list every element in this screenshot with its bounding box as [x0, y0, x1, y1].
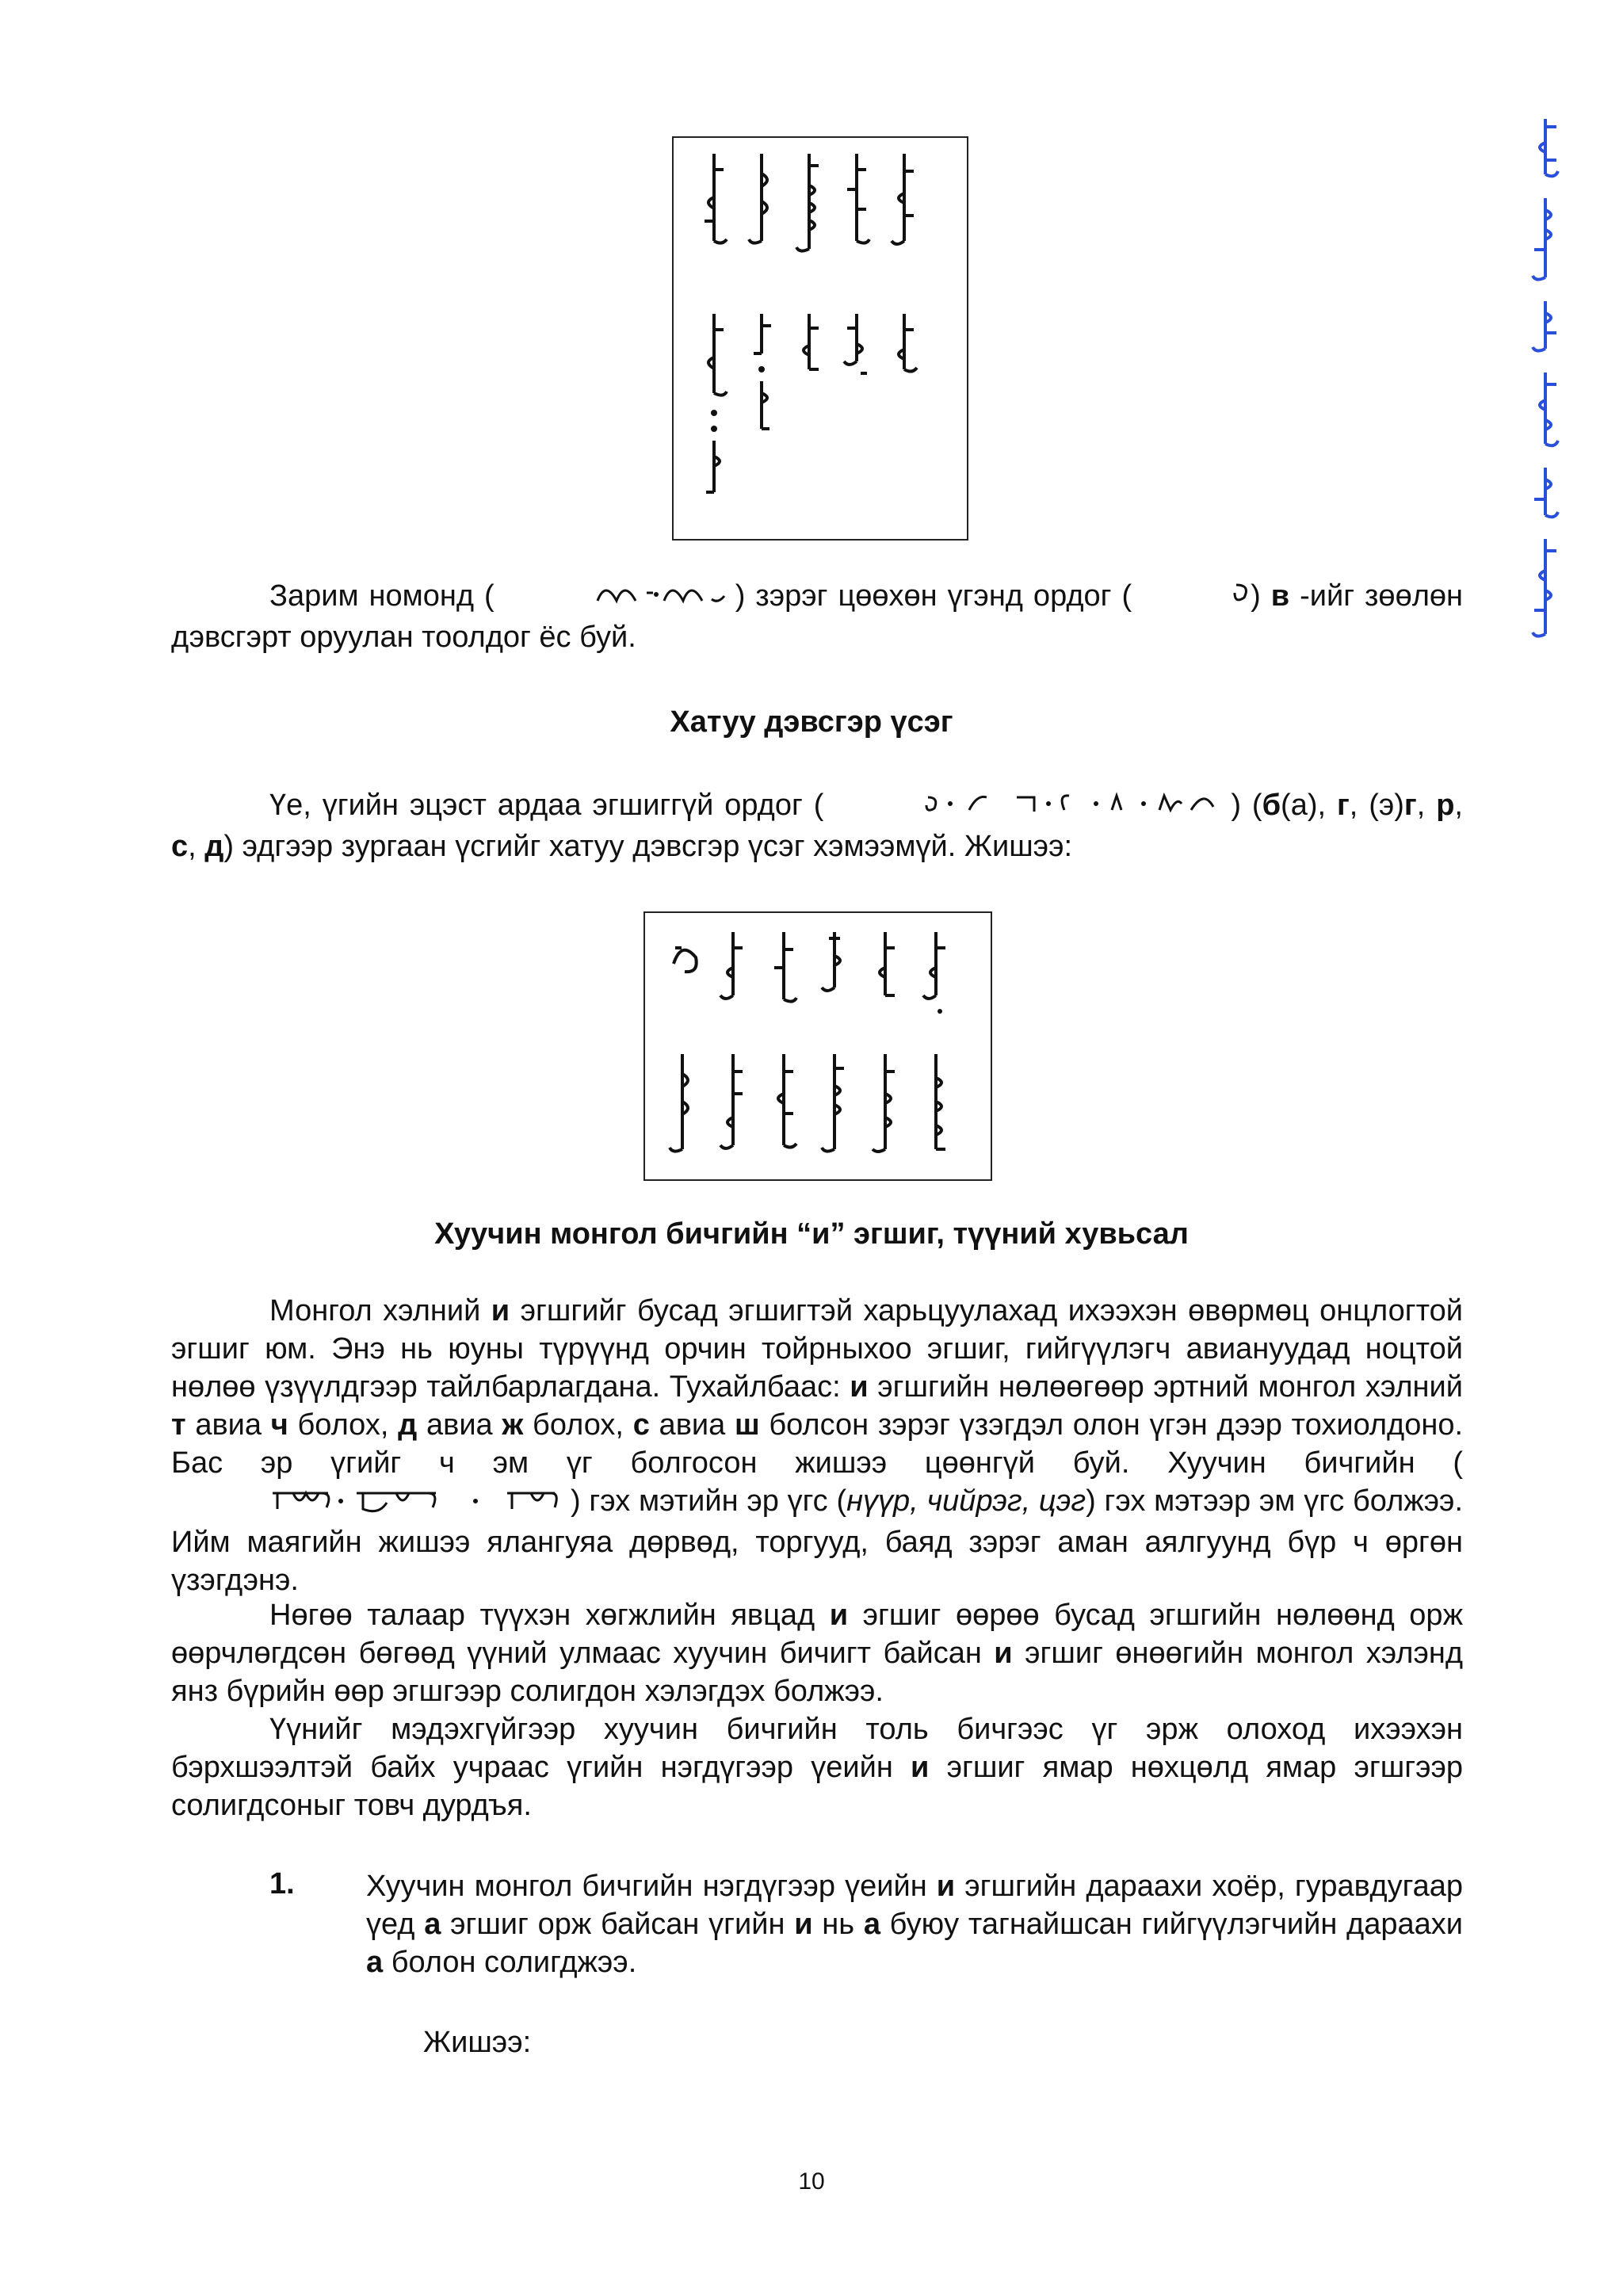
text-run: эгшиг орж байсан үгийн — [441, 1908, 795, 1941]
text-run: ) гэх мэтээр эм үгс болжээ. Ийм маягийн жишээ ялангуяа дөрвөд, торгууд, баяд зэрэг аман аялгуунд бүр ч өргөн үзэгдэнэ. — [171, 1484, 1464, 1597]
mongolian-word-glyph — [720, 1054, 747, 1157]
text-run: нь — [812, 1908, 864, 1941]
script-example-box-1 — [672, 136, 968, 541]
text-run: Монгол хэлний — [269, 1294, 491, 1328]
paragraph-1 — [171, 577, 1463, 656]
mongolian-word-glyph — [701, 154, 727, 257]
list-item-1 — [366, 1867, 1463, 1981]
text-run: ) гэх мэтийн эр үгс ( — [571, 1484, 847, 1519]
bold-letter: и — [994, 1637, 1013, 1670]
script-row — [669, 932, 949, 1019]
page-number: 10 — [798, 2168, 825, 2195]
mongolian-word-glyph — [796, 314, 823, 496]
mongolian-word-glyph — [922, 932, 949, 1019]
mongolian-word-glyph — [843, 314, 870, 496]
text-run: болох, — [523, 1408, 633, 1442]
mongolian-word-glyph — [922, 1054, 949, 1157]
bold-letter: ж — [502, 1408, 524, 1442]
mongolian-word-glyph — [821, 932, 848, 1019]
mongolian-word-glyph — [770, 1054, 797, 1157]
text-run: -ийг зөөлөн дэвсгэрт оруулан тоолдог ёс буй. — [171, 579, 1463, 654]
bold-letter: ш — [734, 1408, 760, 1442]
text-run: , — [1454, 789, 1463, 823]
bold-letter: с — [171, 830, 189, 863]
text-run: эгшиг ямар нөхцөлд ямар эгшгээр солигдсоныг товч дурдъя. — [171, 1751, 1464, 1822]
script-row — [701, 154, 918, 257]
example-label: Жишээ: — [423, 2026, 532, 2059]
mongolian-word-glyph — [872, 1054, 899, 1157]
text-run: ) зэрэг цөөхөн үгэнд ордог ( — [735, 579, 1132, 613]
text-run: Хуучин монгол бичгийн нэгдүгээр үеийн — [366, 1870, 937, 1903]
text-run: эгшгийн нөлөөгөөр эртний монгол хэлний — [868, 1370, 1463, 1404]
mongolian-inline-script — [171, 1482, 571, 1523]
mongolian-inline-script — [823, 786, 1231, 827]
text-run: эгшгийн дараахи хоёр, гуравдугаар үед — [366, 1870, 1463, 1941]
bold-letter: д — [204, 830, 224, 863]
mongolian-vertical-title-icon — [1522, 119, 1569, 642]
bold-letter: и — [936, 1870, 956, 1903]
italic-examples: нүүр, чийрэг, цэг — [846, 1484, 1086, 1519]
paragraph-4 — [171, 1596, 1463, 1710]
paragraph-5 — [171, 1710, 1463, 1824]
text-run: Зарим номонд ( — [269, 579, 495, 613]
mongolian-word-glyph — [770, 932, 797, 1019]
text-run: авиа — [417, 1408, 502, 1442]
text-run: болон солигджээ. — [383, 1946, 637, 1979]
mongolian-word-glyph — [891, 314, 918, 496]
section-heading-hard-final-letters: Хатуу дэвсгэр үсэг — [670, 705, 953, 739]
text-run: ) ( — [1231, 789, 1262, 823]
bold-letter: д — [398, 1408, 418, 1442]
mongolian-word-glyph — [701, 314, 727, 496]
bold-letter: т — [171, 1408, 186, 1442]
script-row — [701, 314, 918, 496]
bold-letter: с — [632, 1408, 650, 1442]
bold-letter: в — [1270, 579, 1290, 613]
script-row — [669, 1054, 949, 1157]
mongolian-inline-script — [495, 577, 735, 618]
text-run: эгшиг өөрөө бусад эгшгийн нөлөөнд орж өөрчлөгдсөн бөгөөд үүний улмаас хуучин бичигт байсан — [171, 1599, 1463, 1670]
bold-letter: а — [424, 1908, 441, 1941]
bold-letter: ч — [270, 1408, 288, 1442]
section-heading-old-script-i-vowel: Хуучин монгол бичгийн “и” эгшиг, түүний хувьсал — [434, 1217, 1189, 1251]
mongolian-word-glyph — [843, 154, 870, 257]
bold-letter: а — [863, 1908, 880, 1941]
bold-letter: и — [491, 1294, 510, 1328]
mongolian-inline-script — [1132, 577, 1251, 618]
mongolian-word-glyph — [872, 932, 899, 1019]
text-run: Нөгөө талаар түүхэн хөгжлийн явцад — [269, 1599, 830, 1632]
mongolian-word-glyph — [748, 314, 775, 496]
mongolian-word-glyph — [669, 1054, 696, 1157]
paragraph-2 — [171, 786, 1463, 865]
bold-letter: г — [1336, 789, 1350, 823]
bold-letter: р — [1436, 789, 1455, 823]
script-example-box-2 — [643, 911, 992, 1181]
text-run: авиа — [185, 1408, 271, 1442]
text-run: болсон зэрэг үзэгдэл олон үгэн дээр тохиолдоно. Бас эр үгийг ч эм үг болгосон жишээ цөөнгүй буй. Хуучин бичгийн ( — [171, 1408, 1464, 1480]
text-run: ) эдгээр зургаан үсгийг хатуу дэвсгэр үсэг хэмээмүй. Жишээ: — [223, 830, 1073, 863]
mongolian-word-glyph — [748, 154, 775, 257]
bold-letter: и — [829, 1599, 849, 1632]
bold-letter: б — [1262, 789, 1281, 823]
paragraph-3 — [171, 1292, 1463, 1599]
mongolian-word-glyph — [796, 154, 823, 257]
bold-letter: и — [850, 1370, 869, 1404]
text-run: болох, — [288, 1408, 399, 1442]
text-run: эгшиг өнөөгийн монгол хэлэнд янз бүрийн өөр эгшгээр солигдон хэлэгдэх болжээ. — [171, 1637, 1463, 1708]
mongolian-word-glyph — [669, 932, 696, 1019]
bold-letter: а — [366, 1946, 384, 1979]
mongolian-word-glyph — [821, 1054, 848, 1157]
bold-letter: и — [911, 1751, 930, 1784]
mongolian-word-glyph — [720, 932, 747, 1019]
text-run: (а), — [1281, 789, 1337, 823]
bold-letter: и — [794, 1908, 813, 1941]
text-run: буюу тагнайшсан гийгүүлэгчийн дараахи — [880, 1908, 1463, 1941]
text-run: Үүнийг мэдэхгүйгээр хуучин бичгийн толь бичгээс үг эрж олоход ихээхэн бэрхшээлтэй байх учраас үгийн нэгдүгээр үеийн — [171, 1713, 1463, 1784]
text-run: , — [188, 830, 205, 863]
text-run: авиа — [649, 1408, 735, 1442]
list-item-number: 1. — [269, 1867, 295, 1901]
mongolian-word-glyph — [891, 154, 918, 257]
text-run: Үе, үгийн эцэст ардаа эгшиггүй ордог ( — [269, 789, 824, 823]
text-run: эгшгийг бусад эгшигтэй харьцуулахад ихээхэн өвөрмөц онцлогтой эгшиг юм. Энэ нь юуны түрүүнд орчин тойрныхоо эгшиг, гийгүүлэгч авиануудад ноцтой нөлөө үзүүлдгээр тайлбарлагдана. Тухайлбаас: — [171, 1294, 1463, 1404]
text-run: , (э) — [1349, 789, 1404, 823]
bold-letter: г — [1403, 789, 1417, 823]
vertical-mongolian-sidebar — [1522, 119, 1569, 642]
text-run: ) — [1251, 579, 1271, 613]
text-run: , — [1416, 789, 1437, 823]
